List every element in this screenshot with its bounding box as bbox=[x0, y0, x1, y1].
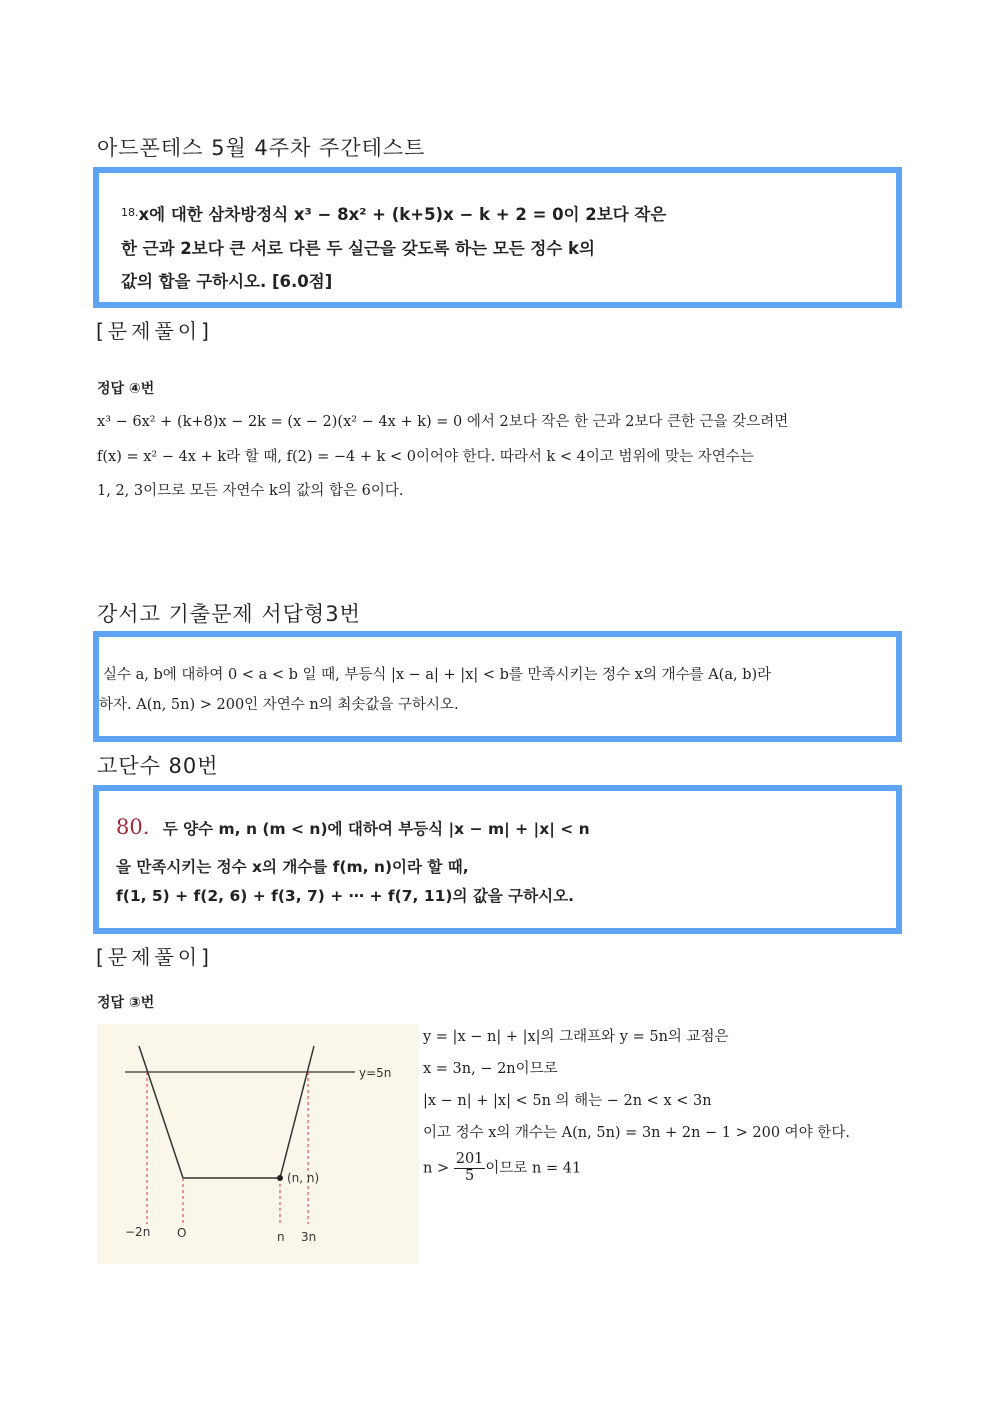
point-label: (n, n) bbox=[287, 1171, 320, 1185]
solution-2-line5: n > $\frac{201}{5}$ 이므로 n = 41 bbox=[423, 1151, 582, 1184]
graph-svg bbox=[97, 1024, 419, 1264]
solution-2-line1: y = |x − n| + |x|의 그래프와 y = 5n의 교점은 bbox=[423, 1029, 729, 1045]
problem-80-number: 80. bbox=[116, 815, 150, 839]
problem-18-line3: 값의 합을 구하시오. [6.0점] bbox=[121, 272, 333, 291]
x-label-neg2n: −2n bbox=[125, 1225, 151, 1239]
problem-18-line1: $^{18.}$x에 대한 삼차방정식 x³ − 8x² + (k+5)x − k + 2 = 0이 2보다 작은 bbox=[121, 205, 667, 224]
problem-80-line1: 80. 두 양수 m, n (m < n)에 대하여 부등식 |x − m| + |x| < n bbox=[116, 815, 590, 839]
problem-80-line2: 을 만족시키는 정수 x의 개수를 f(m, n)이라 할 때, bbox=[116, 858, 469, 876]
answer-label-1: 정답 ④번 bbox=[97, 381, 155, 397]
problem-18-line2: 한 근과 2보다 큰 서로 다른 두 실근을 갖도록 하는 모든 정수 k의 bbox=[121, 239, 595, 258]
problem-18-box bbox=[93, 167, 902, 308]
solution-label-2: [문제풀이] bbox=[96, 945, 213, 969]
gangseo-problem-box bbox=[93, 631, 902, 742]
solution-2-line3: |x − n| + |x| < 5n 의 해는 − 2n < x < 3n bbox=[423, 1093, 712, 1109]
solution-2-line2: x = 3n, − 2n이므로 bbox=[423, 1061, 558, 1077]
problem-80-box bbox=[93, 785, 902, 934]
fraction-201-5: $\frac{201}{5}$ bbox=[455, 1151, 484, 1184]
abs-graph-curve bbox=[139, 1046, 314, 1178]
answer-label-2: 정답 ③번 bbox=[97, 995, 155, 1011]
x-label-n: n bbox=[277, 1230, 285, 1244]
x-label-zero: O bbox=[177, 1226, 187, 1240]
section1-heading: 아드폰테스 5월 4주차 주간테스트 bbox=[97, 136, 426, 160]
solution-1-line2: f(x) = x² − 4x + k라 할 때, f(2) = −4 + k < 0이어야 한다. 따라서 k < 4이고 범위에 맞는 자연수는 bbox=[97, 449, 754, 465]
problem-80-line3: f(1, 5) + f(2, 6) + f(3, 7) + ⋯ + f(7, 11)의 값을 구하시오. bbox=[116, 887, 574, 905]
problem-18-number: 18. bbox=[121, 206, 139, 219]
section3-heading: 고단수 80번 bbox=[97, 754, 219, 778]
x-label-3n: 3n bbox=[301, 1230, 317, 1244]
solution-1-line1: x³ − 6x² + (k+8)x − 2k = (x − 2)(x² − 4x + k) = 0 에서 2보다 작은 한 근과 2보다 큰한 근을 갖으려면 bbox=[97, 414, 789, 430]
point-n-n bbox=[277, 1175, 283, 1181]
solution-1-line3: 1, 2, 3이므로 모든 자연수 k의 값의 합은 6이다. bbox=[97, 483, 404, 499]
graph-figure bbox=[97, 1024, 419, 1264]
solution-label-1: [문제풀이] bbox=[96, 319, 213, 343]
solution-2-line4: 이고 정수 x의 개수는 A(n, 5n) = 3n + 2n − 1 > 200 여야 한다. bbox=[423, 1125, 850, 1141]
gangseo-problem-line2: 하자. A(n, 5n) > 200인 자연수 n의 최솟값을 구하시오. bbox=[99, 697, 459, 713]
line-label: y=5n bbox=[359, 1066, 392, 1080]
gangseo-problem-line1: 실수 a, b에 대하여 0 < a < b 일 때, 부등식 |x − a| + |x| < b를 만족시키는 정수 x의 개수를 A(a, b)라 bbox=[103, 667, 772, 683]
section2-heading: 강서고 기출문제 서답형3번 bbox=[97, 602, 361, 626]
